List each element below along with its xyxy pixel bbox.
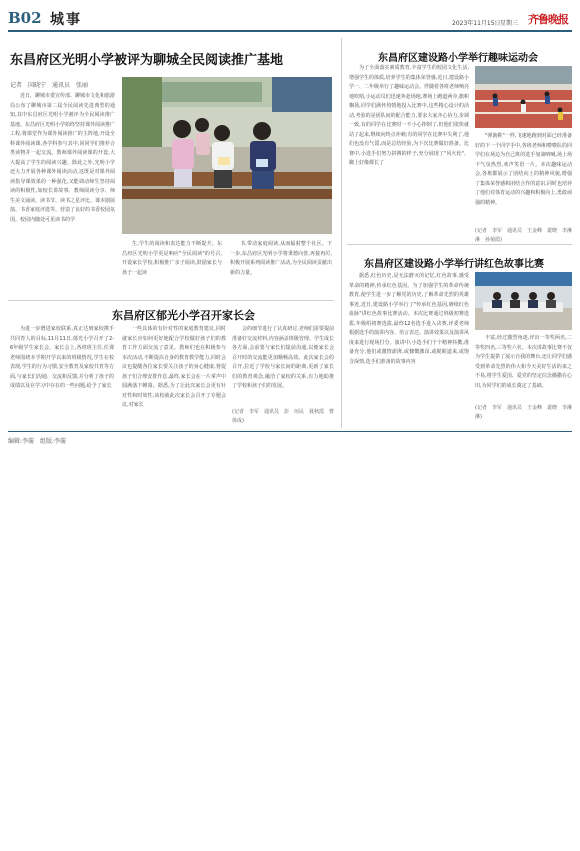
issue-date: 2023年11月15日 — [452, 20, 501, 27]
article1-column-1 — [10, 92, 115, 335]
article1-byline: 记者 国晓宁 通讯员 张丽 — [10, 82, 89, 89]
article3-title: 东昌府区建设路小学举行趣味运动会 — [378, 53, 538, 64]
article4-column-1 — [349, 272, 469, 430]
article3-column-1 — [349, 64, 469, 279]
section-name: 城事 — [50, 12, 82, 28]
article4-title: 东昌府区建设路小学举行讲红色故事比赛 — [364, 259, 544, 270]
article2-paragraph-3: 会的细节进行了认真研讨,老师们需要提前准备好交流材料,内容涵盖班级管理、学生成长各方面,会前要与家长们提前沟通,以便家长会召开时的交流能更加顺畅高效。此次家长会的召开,拉近了学校与家长间的距离,更新了家长们的教育观念,融洽了家校的关系,有力地助推了学校和孩子们的发展。 — [232, 326, 334, 389]
article4-paragraph-2: 丰富,经过激烈角逐,评出一等奖两名,二等奖四名,三等奖六名。本次讲故事比赛不仅为学生提供了展示自我的舞台,还让同学们感受到革命先烈的伟大和今天美好生活的来之不易,将学生爱国、爱党的坚定信念播撒在心田,为同学们的成长奠定了基础。 — [475, 335, 572, 389]
reading-children-photo — [122, 77, 332, 234]
article4-byline: (记者 李军 通讯员 王金峰 裴晓 李淋淋) — [475, 405, 572, 420]
article3-paragraph-1: 为了全面落实素质教育,丰富学生的校园文化生活,增强学生的体质,培养学生的集体荣誉感,近日,建设路小学一、二年级举行了趣味运动会。伴随着各班老师响亮地吹哨,小运动员们迅速奔赴场地,赛场上跑道两旁,旗帜飘扬,同学们满怀热情地投入比赛中,这些精心设计的活动,考验的是团队间的配合能力,要求大家齐心协力,步调一致,有的同学在比赛时一不小心摔倒了,但他们很快就站了起来,继续向终点冲刺;有的同学在比赛中失利了,他们也没有气馁,而是总结经验,为下次比赛做好准备。比赛中,小选手们努力拼搏的样子,充分展现了"风火轮"、脚上好像都长了 — [349, 65, 469, 166]
article1-paragraph-3: 书,带动家庭阅读,从而辐射整个社区。下一步,东昌府区光明小学将秉德向善,再接再厉,积极开展系列阅读推广活动,为全民阅读贡献出新的力量。 — [230, 241, 332, 276]
article2-column-3 — [232, 325, 334, 407]
editor-credit: 编辑:李璇 组版:李璇 — [8, 438, 67, 445]
article1-paragraph-1: 近日，聊城市委宣传部、聊城市文化和旅游局公布了聊城市第二届全民阅读先进典型的通知,其中东昌府区光明小学被评为全民阅读推广基地。东昌府区光明小学始终坚持课外阅读推广工程,将课堂作为课外阅读推广的主阵地,开设全科课外阅读课,各学科参与其中,同同学们推荐合类读物并一起交流。教师课外阅读课的开设,大大提高了学生的阅读兴趣。除此之外,光明小学还大力开展各种课外阅读活动,这既是对课外阅读指导课效果的一种强化,又能调动师生坚持阅读的积极性,如校长讲故事、教师阅读分享、师生美文诵读、读书节、读书之星评比、课本剧展演、书香家庭评选等。营造了良好的书香校园氛围。校园内随处可见读书的学 — [10, 93, 115, 223]
storytelling-contest-photo — [475, 272, 572, 330]
column-divider — [341, 38, 342, 428]
sports-meet-photo — [475, 66, 572, 128]
article2-column-2 — [122, 325, 226, 427]
article-divider — [347, 244, 572, 245]
article4-paragraph-1: 据悉,红色历史,是无法磨灭的记忆,红色故事,感受革命的精神,传承红色基因。为了加强学生的革命传统教育,使学生进一步了解党的历史,了解革命先烈的英雄事迹,近日,建设路小学举行了"传承红色基因,赓续红色血脉"讲红色故事比赛活动。本次比赛通过班级初赛选拔,年级组初赛选拔,最终12名选手进入决赛,评委老师根据选手的演讲内容、语言表达、演讲效果以及演讲风度来进行现场打分。演讲中,小选手们个个精神抖擞,准备充分,他们或激情澎湃,或慷慨激昂,或娓娓道来,或饱含深情,选手们准备的故事内容 — [349, 273, 469, 365]
section-code: B02 — [8, 9, 42, 27]
article2-paragraph-2: 一些具体的有针对性的家庭教育建议,同时就家长应如何更好地配合学校做好孩子们的教育工作方面交流了意见。教师们也在积极参与本次活动,不断提高自身的教育教学能力,同时会议也提醒各位家长要关注孩子的身心健康,督促孩子们合理安排作息,最终,家长会在一片掌声中圆满落下帷幕。据悉,为了让此次家长会更有针对性和时效性,该校就此次家长会召开了专题会议,对家长 — [122, 326, 226, 408]
article2-column-1 — [10, 325, 114, 427]
article3-byline: (记者 李军 通讯员 王金峰 裴晓 李淋淋 孙菊霞) — [475, 228, 572, 243]
footer-rule — [8, 431, 572, 432]
article3-paragraph-2: "弹簧鞋"一样,飞速地跑到对面已经准备好的下一个同学手中,各班老师和啦啦队的同学们在场边为自己班的选手加油呐喊,场上场下气氛热烈,欢声笑语一片。本次趣味运动会,各班都展示了团结向上的精神风貌,增强了集体荣誉感和团结合作的意识,同时也培养了他们对体育运动的兴趣和积极向上,勇敢顽强的精神。 — [475, 133, 572, 206]
article2-paragraph-1: 为进一步增进家校联系,真正达到家校携手共同育人的目标,11月11日,郁光小学召开了2-6年级学生家长会。家长会上,各班班主任,任课老师围绕本学期开学以来的班级情况,学生在校表现,学生的行为习惯,安全教育及家校共育等方面,与家长们沟通、交流和反馈,并分析了孩子的成绩以及在学习中存在的一些问题,给予了家长 — [10, 326, 114, 389]
article4-column-2 — [475, 334, 572, 402]
article3-column-2 — [475, 132, 572, 242]
newspaper-logo: 齐鲁晚报 — [528, 13, 568, 26]
issue-weekday: 星期三 — [500, 20, 519, 27]
header-rule — [8, 30, 572, 32]
article2-title: 东昌府区郁光小学召开家长会 — [112, 309, 255, 322]
article1-title: 东昌府区光明小学被评为聊城全民阅读推广基地 — [10, 53, 284, 68]
article-divider — [8, 300, 334, 301]
article2-byline: (记者 李军 通讯员 彭 垣民 聂秋霞 曹体成) — [232, 409, 334, 424]
article1-paragraph-2: 生,学生的阅读和表达能力不断提升。东昌府区光明小学更是响应"全民阅读"的号召,开设家长学校,积极推广亲子阅读,鼓励家长与孩子一起读 — [122, 241, 222, 276]
